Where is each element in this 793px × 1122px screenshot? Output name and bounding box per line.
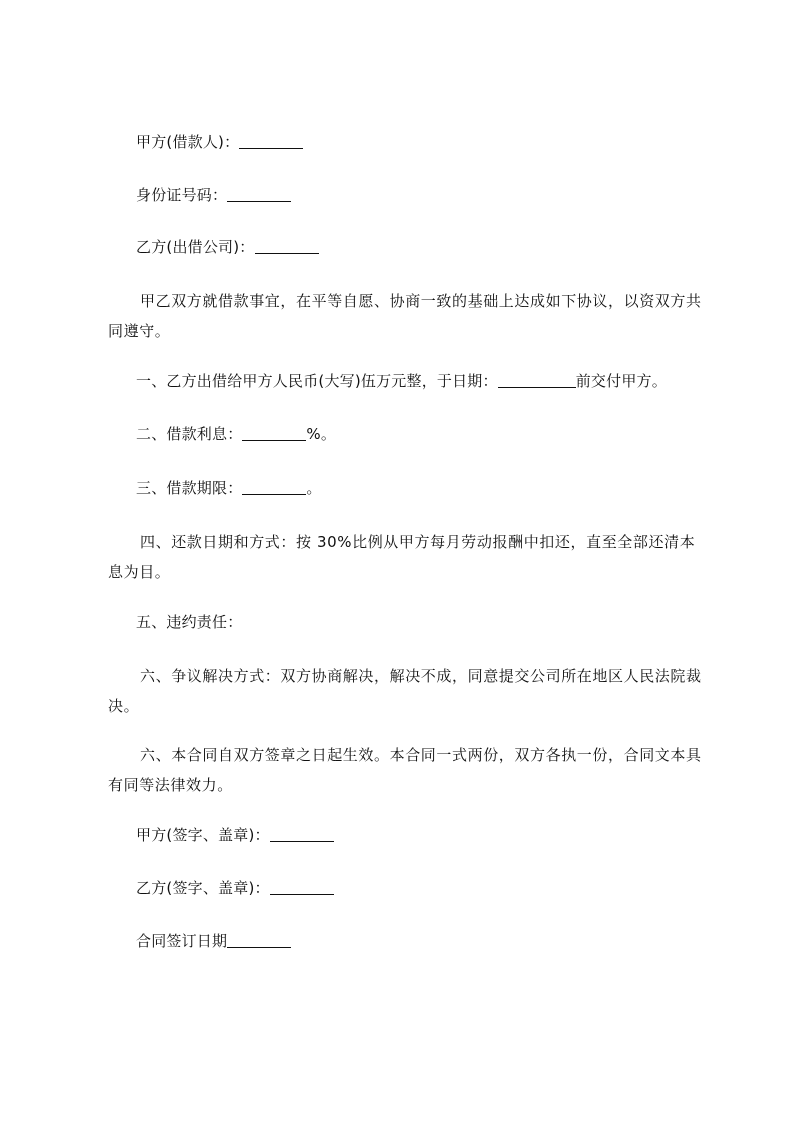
clause-1-date-blank	[498, 386, 576, 388]
sign-b-label: 乙方(签字、盖章)：	[136, 879, 270, 897]
id-number-line	[136, 185, 291, 205]
party-b-label: 乙方(出借公司)：	[136, 238, 255, 256]
id-number-label: 身份证号码：	[136, 186, 228, 204]
party-a-line	[136, 132, 303, 152]
intro-paragraph: 甲乙双方就借款事宜，在平等自愿、协商一致的基础上达成如下协议，以资双方共同遵守。	[108, 292, 702, 340]
party-b-blank	[255, 252, 319, 254]
clause-7: 六、本合同自双方签章之日起生效。本合同一式两份，双方各执一份，合同文本具有同等法律效力。	[108, 746, 702, 794]
clause-4: 四、还款日期和方式：按 30%比例从甲方每月劳动报酬中扣还，直至全部还清本息为目。	[108, 533, 696, 581]
clause-6: 六、争议解决方式：双方协商解决，解决不成，同意提交公司所在地区人民法院裁决。	[108, 667, 702, 715]
sign-date-label: 合同签订日期	[136, 932, 228, 950]
sign-date-line	[136, 931, 291, 951]
sign-date-blank	[227, 946, 291, 948]
clause-3-label: 三、借款期限：	[136, 479, 243, 497]
id-number-blank	[227, 200, 291, 202]
sign-a-blank	[270, 840, 334, 842]
clause-3	[136, 478, 322, 498]
sign-b-line	[136, 878, 334, 898]
party-a-label: 甲方(借款人)：	[136, 133, 240, 151]
clause-2	[136, 424, 336, 444]
clause-1	[136, 371, 667, 391]
clause-5: 五、违约责任：	[136, 613, 243, 631]
party-a-blank	[239, 147, 303, 149]
clause-1-text: 一、乙方出借给甲方人民币(大写)伍万元整，于日期：	[136, 372, 498, 390]
clause-2-label: 二、借款利息：	[136, 425, 243, 443]
sign-b-blank	[270, 893, 334, 895]
clause-3-blank	[242, 493, 306, 495]
sign-a-label: 甲方(签字、盖章)：	[136, 826, 270, 844]
clause-2-blank	[242, 439, 306, 441]
sign-a-line	[136, 825, 334, 845]
clause-1-after: 前交付甲方。	[575, 372, 667, 390]
clause-2-after: %。	[306, 425, 337, 443]
party-b-line	[136, 237, 319, 257]
clause-3-after: 。	[306, 479, 322, 497]
